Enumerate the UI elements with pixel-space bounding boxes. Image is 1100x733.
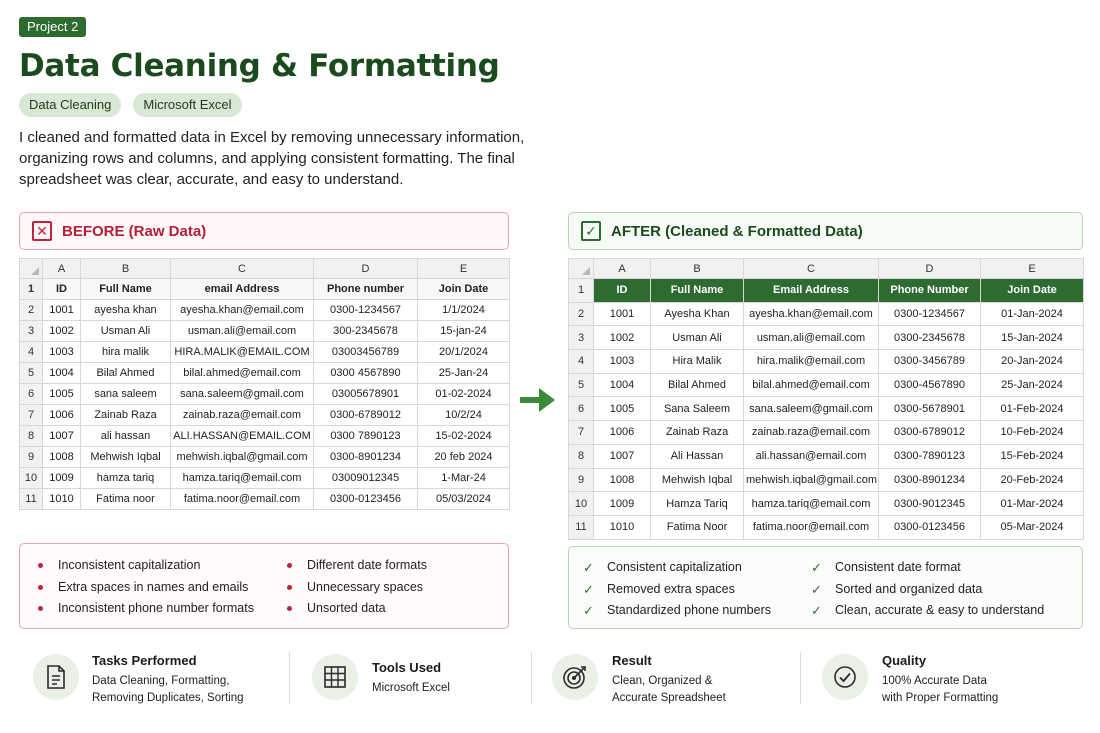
column-header[interactable]: Join Date xyxy=(981,279,1084,303)
bullet-icon xyxy=(38,606,43,611)
table-row xyxy=(569,326,1084,350)
table-cell[interactable]: zainab.raza@email.com xyxy=(744,421,879,445)
tag-list xyxy=(19,93,242,117)
table-cell[interactable]: 0300-7890123 xyxy=(879,444,981,468)
table-cell[interactable]: bilal.ahmed@email.com xyxy=(744,373,879,397)
column-letter[interactable]: C xyxy=(171,259,314,279)
row-number[interactable]: 5 xyxy=(569,373,594,397)
project-badge: Project 2 xyxy=(19,17,86,37)
table-cell[interactable]: 1003 xyxy=(594,350,651,374)
fixes-list-right xyxy=(811,557,1044,622)
table-cell[interactable]: 15-02-2024 xyxy=(418,426,510,447)
table-cell[interactable]: 10/2/24 xyxy=(418,405,510,426)
column-letters-row xyxy=(569,259,1084,279)
table-row xyxy=(20,363,510,384)
table-row xyxy=(20,342,510,363)
column-letter[interactable]: E xyxy=(981,259,1084,279)
table-cell[interactable]: 01-Jan-2024 xyxy=(981,302,1084,326)
footer-tasks-text: Data Cleaning, Formatting, Removing Duplicates, Sorting xyxy=(92,675,244,704)
table-cell[interactable]: 0300-4567890 xyxy=(879,373,981,397)
table-cell[interactable]: Usman Ali xyxy=(81,321,171,342)
table-cell[interactable]: usman.ali@email.com xyxy=(171,321,314,342)
table-cell[interactable]: 1009 xyxy=(594,492,651,516)
table-cell[interactable]: Usman Ali xyxy=(651,326,744,350)
check-icon: ✓ xyxy=(811,581,822,597)
column-header[interactable]: Phone Number xyxy=(879,279,981,303)
row-number[interactable]: 6 xyxy=(569,397,594,421)
table-cell[interactable]: 1005 xyxy=(594,397,651,421)
table-row xyxy=(20,426,510,447)
column-letter[interactable]: A xyxy=(43,259,81,279)
table-cell[interactable]: sana saleem xyxy=(81,384,171,405)
bullet-icon xyxy=(287,585,292,590)
table-cell[interactable]: 03003456789 xyxy=(314,342,418,363)
row-number[interactable]: 1 xyxy=(20,279,43,300)
table-cell[interactable]: hamza tariq xyxy=(81,468,171,489)
table-row xyxy=(20,300,510,321)
table-cell[interactable]: Zainab Raza xyxy=(81,405,171,426)
list-item: ✓ Sorted and organized data xyxy=(811,579,1044,601)
table-cell[interactable]: 01-Feb-2024 xyxy=(981,397,1084,421)
table-row xyxy=(569,444,1084,468)
table-cell[interactable]: fatima.noor@email.com xyxy=(744,515,879,539)
bullet-icon xyxy=(287,606,292,611)
table-cell[interactable]: 1007 xyxy=(43,426,81,447)
table-cell[interactable]: hira malik xyxy=(81,342,171,363)
table-cell[interactable]: 1007 xyxy=(594,444,651,468)
table-row xyxy=(569,302,1084,326)
table-row xyxy=(569,397,1084,421)
column-letter[interactable]: D xyxy=(314,259,418,279)
table-cell[interactable]: 15-Jan-2024 xyxy=(981,326,1084,350)
table-row xyxy=(20,468,510,489)
divider xyxy=(289,652,290,704)
table-cell[interactable]: sana.saleem@gmail.com xyxy=(744,397,879,421)
table-cell[interactable]: Hira Malik xyxy=(651,350,744,374)
list-item: Extra spaces in names and emails xyxy=(38,577,254,599)
list-item: ✓ Standardized phone numbers xyxy=(583,600,771,622)
table-cell[interactable]: Hamza Tariq xyxy=(651,492,744,516)
row-number[interactable]: 11 xyxy=(569,515,594,539)
table-cell[interactable]: ali.hassan@email.com xyxy=(744,444,879,468)
table-cell[interactable]: 0300-8901234 xyxy=(879,468,981,492)
table-cell[interactable]: 1-Mar-24 xyxy=(418,468,510,489)
table-cell[interactable]: mehwish.iqbal@gmail.com xyxy=(171,447,314,468)
check-icon: ✓ xyxy=(583,603,594,618)
table-cell[interactable]: Bilal Ahmed xyxy=(651,373,744,397)
column-letter[interactable]: E xyxy=(418,259,510,279)
table-cell[interactable]: 0300-1234567 xyxy=(879,302,981,326)
column-letter[interactable]: B xyxy=(81,259,171,279)
table-cell[interactable]: 20-Feb-2024 xyxy=(981,468,1084,492)
table-cell[interactable]: 0300-6789012 xyxy=(314,405,418,426)
check-icon: ✓ xyxy=(583,560,594,575)
table-row xyxy=(569,515,1084,539)
table-cell[interactable]: 1002 xyxy=(594,326,651,350)
table-cell[interactable]: 1001 xyxy=(43,300,81,321)
table-cell[interactable]: Fatima Noor xyxy=(651,515,744,539)
table-cell[interactable]: 0300-3456789 xyxy=(879,350,981,374)
bullet-icon xyxy=(38,585,43,590)
row-number[interactable]: 9 xyxy=(20,447,43,468)
table-cell[interactable]: 0300-6789012 xyxy=(879,421,981,445)
row-number[interactable]: 4 xyxy=(20,342,43,363)
table-cell[interactable]: 0300-1234567 xyxy=(314,300,418,321)
table-cell[interactable]: Ayesha Khan xyxy=(651,302,744,326)
check-icon: ✓ xyxy=(811,603,822,618)
column-header[interactable]: Email Address xyxy=(744,279,879,303)
table-cell[interactable]: 10-Feb-2024 xyxy=(981,421,1084,445)
table-cell[interactable]: 1004 xyxy=(594,373,651,397)
after-heading xyxy=(568,212,1083,250)
table-cell[interactable]: 1006 xyxy=(43,405,81,426)
row-number[interactable]: 11 xyxy=(20,489,43,510)
column-letter[interactable]: C xyxy=(744,259,879,279)
column-letters-row xyxy=(20,259,510,279)
row-number[interactable]: 2 xyxy=(569,302,594,326)
table-row xyxy=(20,489,510,510)
table-row xyxy=(569,373,1084,397)
row-number[interactable]: 3 xyxy=(569,326,594,350)
table-row xyxy=(20,321,510,342)
table-cell[interactable]: Bilal Ahmed xyxy=(81,363,171,384)
row-number[interactable]: 3 xyxy=(20,321,43,342)
table-cell[interactable]: 0300-9012345 xyxy=(879,492,981,516)
project-description: I cleaned and formatted data in Excel by removing unnecessary information, organizing rows and columns, and applying consistent formatting. The final spreadsheet was clear, accurate, and easy to understand. xyxy=(19,129,525,188)
table-cell[interactable]: 1008 xyxy=(43,447,81,468)
table-cell[interactable]: 15-Feb-2024 xyxy=(981,444,1084,468)
before-spreadsheet xyxy=(19,258,510,510)
table-cell[interactable]: mehwish.iqbal@gmail.com xyxy=(744,468,879,492)
table-cell[interactable]: 0300-0123456 xyxy=(314,489,418,510)
footer-tools xyxy=(312,650,542,710)
issues-list-left xyxy=(38,555,254,620)
table-cell[interactable]: sana.saleem@gmail.com xyxy=(171,384,314,405)
table-cell[interactable]: 03005678901 xyxy=(314,384,418,405)
column-header[interactable]: Full Name xyxy=(81,279,171,300)
table-row xyxy=(20,405,510,426)
bullet-icon xyxy=(38,563,43,568)
tag-microsoft-excel: Microsoft Excel xyxy=(133,93,241,117)
table-cell[interactable]: 20-Jan-2024 xyxy=(981,350,1084,374)
table-cell[interactable]: Mehwish Iqbal xyxy=(651,468,744,492)
footer-quality-title: Quality xyxy=(882,653,927,668)
column-letter[interactable]: B xyxy=(651,259,744,279)
header-row xyxy=(569,279,1084,303)
table-cell[interactable]: hamza.tariq@email.com xyxy=(744,492,879,516)
table-cell[interactable]: 20/1/2024 xyxy=(418,342,510,363)
footer-quality xyxy=(822,650,1082,710)
grid-icon xyxy=(312,654,358,700)
header-row xyxy=(20,279,510,300)
divider xyxy=(800,652,801,704)
table-cell[interactable]: 0300-0123456 xyxy=(879,515,981,539)
column-header[interactable]: Join Date xyxy=(418,279,510,300)
table-row xyxy=(569,492,1084,516)
footer-tasks xyxy=(33,650,283,710)
before-heading xyxy=(19,212,509,250)
table-row xyxy=(20,384,510,405)
table-cell[interactable]: 1008 xyxy=(594,468,651,492)
table-cell[interactable]: hamza.tariq@email.com xyxy=(171,468,314,489)
footer-tools-title: Tools Used xyxy=(372,660,442,675)
table-cell[interactable]: ali hassan xyxy=(81,426,171,447)
table-cell[interactable]: 1009 xyxy=(43,468,81,489)
select-all-corner[interactable] xyxy=(20,259,43,279)
row-number[interactable]: 2 xyxy=(20,300,43,321)
table-cell[interactable]: 1010 xyxy=(594,515,651,539)
table-cell[interactable]: ayesha.khan@email.com xyxy=(171,300,314,321)
table-cell[interactable]: 1003 xyxy=(43,342,81,363)
bullet-icon xyxy=(287,563,292,568)
arrow-right-icon xyxy=(520,387,556,413)
list-item: Inconsistent phone number formats xyxy=(38,598,254,620)
before-heading-label: BEFORE (Raw Data) xyxy=(62,222,207,240)
check-box-icon: ✓ xyxy=(581,221,601,241)
table-cell[interactable]: 25-Jan-24 xyxy=(418,363,510,384)
list-item: Unnecessary spaces xyxy=(287,577,427,599)
row-number[interactable]: 8 xyxy=(569,444,594,468)
table-cell[interactable]: Sana Saleem xyxy=(651,397,744,421)
divider xyxy=(531,652,532,704)
table-cell[interactable]: Ali Hassan xyxy=(651,444,744,468)
list-item: ✓ Removed extra spaces xyxy=(583,579,771,601)
check-icon: ✓ xyxy=(583,581,594,597)
list-item: ✓ Clean, accurate & easy to understand xyxy=(811,600,1044,622)
table-cell[interactable]: 1001 xyxy=(594,302,651,326)
footer-result-text: Clean, Organized & Accurate Spreadsheet xyxy=(612,675,726,704)
table-cell[interactable]: 0300 4567890 xyxy=(314,363,418,384)
list-item: ✓ Consistent date format xyxy=(811,557,1044,579)
x-icon: ✕ xyxy=(32,221,52,241)
table-cell[interactable]: 0300-8901234 xyxy=(314,447,418,468)
row-number[interactable]: 4 xyxy=(569,350,594,374)
footer-result xyxy=(552,650,792,710)
table-cell[interactable]: ALI.HASSAN@EMAIL.COM xyxy=(171,426,314,447)
column-letter[interactable]: D xyxy=(879,259,981,279)
footer-tasks-title: Tasks Performed xyxy=(92,653,197,668)
table-cell[interactable]: 05-Mar-2024 xyxy=(981,515,1084,539)
table-cell[interactable]: 1010 xyxy=(43,489,81,510)
fixes-list-left xyxy=(583,557,771,622)
table-cell[interactable]: fatima.noor@email.com xyxy=(171,489,314,510)
footer-quality-text: 100% Accurate Data with Proper Formatting xyxy=(882,675,999,704)
table-cell[interactable]: Zainab Raza xyxy=(651,421,744,445)
table-cell[interactable]: ayesha.khan@email.com xyxy=(744,302,879,326)
after-heading-label: AFTER (Cleaned & Formatted Data) xyxy=(611,222,863,240)
row-number[interactable]: 5 xyxy=(20,363,43,384)
table-cell[interactable]: hira.malik@email.com xyxy=(744,350,879,374)
table-cell[interactable]: 15-jan-24 xyxy=(418,321,510,342)
table-cell[interactable]: 01-02-2024 xyxy=(418,384,510,405)
check-circle-icon xyxy=(822,654,868,700)
table-cell[interactable]: 1/1/2024 xyxy=(418,300,510,321)
table-cell[interactable]: 1006 xyxy=(594,421,651,445)
page-title: Data Cleaning & Formatting xyxy=(19,48,500,84)
list-item: ✓ Consistent capitalization xyxy=(583,557,771,579)
table-cell[interactable]: 1005 xyxy=(43,384,81,405)
column-header[interactable]: Full Name xyxy=(651,279,744,303)
row-number[interactable]: 9 xyxy=(569,468,594,492)
list-item: Unsorted data xyxy=(287,598,427,620)
list-item: Inconsistent capitalization xyxy=(38,555,254,577)
table-cell[interactable]: 25-Jan-2024 xyxy=(981,373,1084,397)
row-number[interactable]: 10 xyxy=(20,468,43,489)
table-cell[interactable]: 20 feb 2024 xyxy=(418,447,510,468)
issues-list-right xyxy=(287,555,427,620)
table-cell[interactable]: 03009012345 xyxy=(314,468,418,489)
column-header[interactable]: Phone number xyxy=(314,279,418,300)
table-cell[interactable]: bilal.ahmed@email.com xyxy=(171,363,314,384)
target-icon xyxy=(552,654,598,700)
column-header[interactable]: ID xyxy=(43,279,81,300)
footer-tools-text: Microsoft Excel xyxy=(372,682,450,694)
row-number[interactable]: 7 xyxy=(569,421,594,445)
table-cell[interactable]: Mehwish Iqbal xyxy=(81,447,171,468)
table-row xyxy=(569,350,1084,374)
table-cell[interactable]: 01-Mar-2024 xyxy=(981,492,1084,516)
table-cell[interactable]: 1004 xyxy=(43,363,81,384)
row-number[interactable]: 6 xyxy=(20,384,43,405)
table-cell[interactable]: 1002 xyxy=(43,321,81,342)
table-cell[interactable]: 0300 7890123 xyxy=(314,426,418,447)
table-row xyxy=(569,468,1084,492)
document-icon xyxy=(33,654,79,700)
table-row xyxy=(569,421,1084,445)
table-cell[interactable]: Fatima noor xyxy=(81,489,171,510)
list-item: Different date formats xyxy=(287,555,427,577)
row-number[interactable]: 1 xyxy=(569,279,594,303)
row-number[interactable]: 8 xyxy=(20,426,43,447)
table-cell[interactable]: 0300-5678901 xyxy=(879,397,981,421)
after-spreadsheet xyxy=(568,258,1084,540)
column-header[interactable]: ID xyxy=(594,279,651,303)
table-cell[interactable]: 05/03/2024 xyxy=(418,489,510,510)
table-row xyxy=(20,447,510,468)
table-cell[interactable]: HIRA.MALIK@EMAIL.COM xyxy=(171,342,314,363)
footer-result-title: Result xyxy=(612,653,652,668)
table-cell[interactable]: 300-2345678 xyxy=(314,321,418,342)
select-all-corner[interactable] xyxy=(569,259,594,279)
row-number[interactable]: 7 xyxy=(20,405,43,426)
table-cell[interactable]: ayesha khan xyxy=(81,300,171,321)
column-letter[interactable]: A xyxy=(594,259,651,279)
fixes-box xyxy=(568,546,1083,629)
column-header[interactable]: email Address xyxy=(171,279,314,300)
check-icon: ✓ xyxy=(811,560,822,575)
table-cell[interactable]: zainab.raza@email.com xyxy=(171,405,314,426)
issues-box xyxy=(19,543,509,629)
tag-data-cleaning: Data Cleaning xyxy=(19,93,121,117)
table-cell[interactable]: 0300-2345678 xyxy=(879,326,981,350)
row-number[interactable]: 10 xyxy=(569,492,594,516)
table-cell[interactable]: usman.ali@email.com xyxy=(744,326,879,350)
